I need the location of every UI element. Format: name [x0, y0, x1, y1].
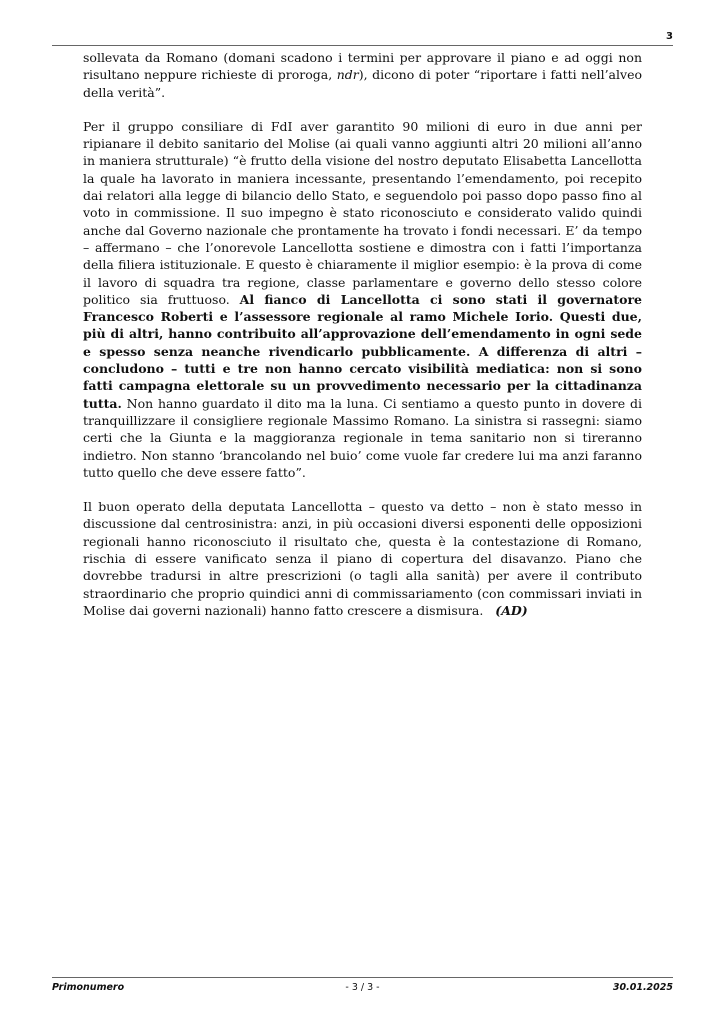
article-body	[83, 49, 642, 636]
paragraph-2-bold-quote: Al fianco di Lancellotta ci sono stati il governatore Francesco Roberti e l’assessore regionale al ramo Michele Iorio. Questi due, più di altri, hanno contribuito all’approvazione dell’emendamento in ogni sede e spesso senza neanche rivendicarlo pubblicamente. A differenza di altri – concludono – tutti e tre non hanno cercato visibilità mediatica: non si sono fatti campagna elettorale su un provvedimento necessario per la cittadinanza tutta.	[83, 291, 642, 411]
paragraph-2	[83, 118, 642, 481]
paragraph-1-text-b: ), dicono di poter “riportare i fatti nell’alveo della verità”.	[83, 67, 642, 100]
page-number: 3	[666, 31, 673, 42]
paragraph-1-text-a: sollevata da Romano (domani scadono i termini per approvare il piano e ad oggi non risultano neppure richieste di proroga,	[83, 50, 642, 83]
paragraph-1-ndr: ndr	[336, 67, 359, 83]
footer-page-count: - 3 / 3 -	[345, 982, 380, 993]
footer-date: 30.01.2025	[612, 982, 673, 993]
footer-source: Primonumero	[52, 982, 125, 993]
paragraph-3	[83, 498, 642, 619]
paragraph-1	[83, 49, 642, 101]
footer-divider	[52, 977, 673, 978]
author-signature: (AD)	[495, 602, 528, 618]
paragraph-2-text-a: Per il gruppo consiliare di FdI aver garantito 90 milioni di euro in due anni per ripianare il debito sanitario del Molise (ai quali vanno aggiunti altri 20 milioni all’anno in maniera strutturale) “è frutto della visione del nostro deputato Elisabetta Lancellotta la quale ha lavorato in maniera incessante, presentando l’emendamento, poi recepito dai relatori alla legge di bilancio dello Stato, e seguendolo poi passo dopo passo fino al voto in commissione. Il suo impegno è stato riconosciuto e considerato valido quindi anche dal Governo nazionale che prontamente ha trovato i fondi necessari. E’ da tempo – affermano – che l’onorevole Lancellotta sostiene e dimostra con i fatti l’importanza della filiera istituzionale. E questo è chiaramente il miglior esempio: è la prova di come il lavoro di squadra tra regione, classe parlamentare e governo dello stesso colore politico sia fruttuoso.	[83, 118, 642, 307]
header-divider	[52, 45, 673, 46]
paragraph-3-text: Il buon operato della deputata Lancellotta – questo va detto – non è stato messo in discussione dal centrosinistra: anzi, in più occasioni diversi esponenti delle opposizioni regionali hanno riconosciuto il risultato che, questa è la contestazione di Romano, rischia di essere vanificato senza il piano di copertura del disavanzo. Piano che dovrebbe tradursi in altre prescrizioni (o tagli alla sanità) per avere il contributo straordinario che proprio quindici anni di commissariamento (con commissari inviati in Molise dai governi nazionali) hanno fatto crescere a dismisura.	[83, 499, 642, 618]
paragraph-2-text-b: Non hanno guardato il dito ma la luna. Ci sentiamo a questo punto in dovere di tranquillizzare il consigliere regionale Massimo Romano. La sinistra si rassegni: siamo certi che la Giunta e la maggioranza regionale in tema sanitario non si tireranno indietro. Non stanno ‘brancolando nel buio’ come vuole far credere lui ma anzi faranno tutto quello che deve essere fatto”.	[83, 395, 642, 480]
